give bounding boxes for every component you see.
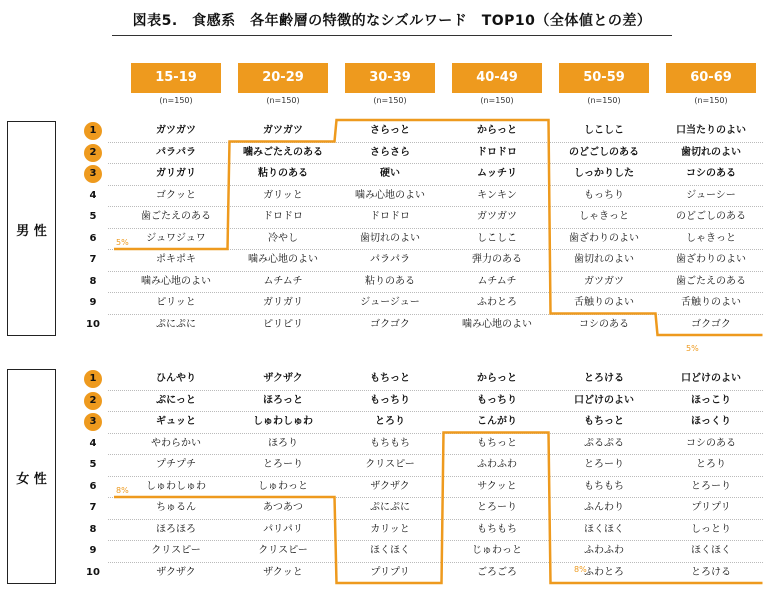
word-cell: やわらかい — [151, 437, 201, 449]
row-divider — [108, 562, 763, 563]
word-cell: ポキポキ — [156, 254, 196, 265]
group-label: 女 性 — [16, 471, 47, 487]
rank-badge: 1 — [84, 122, 102, 140]
word-cell: しゅわしゅわ — [253, 416, 313, 427]
row-divider — [108, 206, 763, 207]
column-sample-size: (n=150) — [480, 96, 514, 105]
word-cell: もっちり — [584, 189, 624, 201]
word-cell: ふわふわ — [477, 459, 517, 470]
word-cell: とろーり — [584, 459, 624, 470]
word-cell: サクッと — [477, 480, 517, 492]
word-cell: ぷるぷる — [584, 437, 624, 449]
word-cell: ムッチリ — [477, 168, 517, 179]
column-sample-size: (n=150) — [159, 96, 193, 105]
word-cell: しっかりした — [574, 168, 634, 179]
word-cell: もちもち — [370, 437, 410, 449]
word-cell: キンキン — [477, 189, 517, 201]
column-sample-size: (n=150) — [373, 96, 407, 105]
word-cell: 粘りのある — [365, 275, 415, 287]
word-cell: ガリガリ — [263, 297, 303, 308]
column-header-40-49: 40-49 — [452, 63, 542, 93]
title-underline — [112, 35, 672, 36]
word-cell: プリプリ — [370, 566, 410, 578]
row-divider — [108, 228, 763, 229]
word-cell: 粘りのある — [258, 168, 308, 179]
word-cell: もっちり — [370, 394, 410, 406]
word-cell: ほっこり — [691, 394, 731, 406]
word-cell: パラパラ — [156, 146, 196, 158]
word-cell: ジューシー — [686, 189, 736, 201]
word-cell: 口どけのよい — [574, 394, 634, 406]
word-cell: 舌触りのよい — [681, 297, 741, 308]
word-cell: 噛み心地のよい — [462, 318, 532, 330]
word-cell: もちっと — [477, 437, 517, 449]
rank-badge: 3 — [84, 413, 102, 431]
word-cell: ガツガツ — [584, 275, 624, 287]
rank-badge: 5 — [89, 211, 97, 222]
word-cell: 歯ざわりのよい — [569, 232, 639, 244]
word-cell: ザクザク — [263, 373, 303, 384]
word-cell: とろける — [584, 373, 624, 384]
word-cell: ガツガツ — [477, 211, 517, 222]
word-cell: もちっと — [584, 416, 624, 427]
word-cell: ぷにぷに — [370, 502, 410, 513]
word-cell: 歯切れのよい — [574, 254, 634, 265]
word-cell: からっと — [477, 125, 517, 136]
word-cell: コシのある — [579, 318, 629, 330]
word-cell: ザクザク — [370, 480, 410, 492]
row-divider — [108, 497, 763, 498]
row-divider — [108, 271, 763, 272]
word-cell: ちゅるん — [156, 502, 196, 513]
word-cell: ふわふわ — [584, 545, 624, 556]
threshold-label: 5% — [116, 238, 129, 247]
word-cell: ほくほく — [691, 545, 731, 556]
word-cell: ゴクゴク — [370, 318, 410, 330]
rank-badge: 10 — [86, 566, 100, 578]
rank-badge: 6 — [89, 232, 97, 244]
row-divider — [108, 454, 763, 455]
word-cell: パラパラ — [370, 254, 410, 265]
word-cell: ムチムチ — [263, 275, 303, 287]
word-cell: クリスピー — [258, 545, 308, 556]
column-header-50-59: 50-59 — [559, 63, 649, 93]
word-cell: あつあつ — [263, 502, 303, 513]
word-cell: ほくほく — [370, 545, 410, 556]
word-cell: 噛みごたえのある — [243, 146, 323, 158]
row-divider — [108, 292, 763, 293]
word-cell: カリッと — [370, 523, 410, 535]
word-cell: 噛み心地のよい — [355, 189, 425, 201]
word-cell: 歯切れのよい — [360, 232, 420, 244]
row-divider — [108, 142, 763, 143]
word-cell: とろーり — [691, 480, 731, 492]
rank-badge: 4 — [89, 189, 97, 201]
word-cell: しゃきっと — [579, 211, 629, 222]
word-cell: ふわとろ — [584, 566, 624, 578]
rank-badge: 5 — [89, 459, 97, 470]
word-cell: とろーり — [477, 502, 517, 513]
word-cell: しこしこ — [477, 232, 517, 244]
word-cell: さらっと — [370, 125, 410, 136]
group-box — [7, 369, 56, 584]
rank-badge: 7 — [89, 254, 97, 265]
word-cell: こんがり — [477, 416, 517, 427]
word-cell: ピリッと — [156, 297, 196, 308]
word-cell: さらさら — [370, 146, 410, 158]
word-cell: 口当たりのよい — [676, 125, 746, 136]
word-cell: ドロドロ — [477, 146, 517, 158]
word-cell: ムチムチ — [477, 275, 517, 287]
word-cell: ガリッと — [263, 189, 303, 201]
rank-badge: 9 — [89, 297, 97, 308]
word-cell: ザクッと — [263, 566, 303, 578]
word-cell: とろり — [696, 459, 726, 470]
threshold-label: 5% — [686, 344, 699, 353]
rank-badge: 8 — [89, 523, 97, 535]
word-cell: からっと — [477, 373, 517, 384]
row-divider — [108, 390, 763, 391]
word-cell: 弾力のある — [472, 254, 522, 265]
row-divider — [108, 433, 763, 434]
word-cell: ゴクッと — [156, 189, 196, 201]
word-cell: ぷにぷに — [156, 318, 196, 330]
word-cell: とろける — [691, 566, 731, 578]
row-divider — [108, 476, 763, 477]
group-label: 男 性 — [16, 223, 47, 239]
word-cell: 冷やし — [268, 232, 298, 244]
word-cell: とろり — [375, 416, 405, 427]
row-divider — [108, 411, 763, 412]
word-cell: ガツガツ — [156, 125, 196, 136]
word-cell: 口どけのよい — [681, 373, 741, 384]
word-cell: ギュッと — [156, 416, 196, 427]
row-divider — [108, 540, 763, 541]
word-cell: もちっと — [370, 373, 410, 384]
word-cell: もちもち — [584, 480, 624, 492]
rank-badge: 8 — [89, 275, 97, 287]
word-cell: 歯ざわりのよい — [676, 254, 746, 265]
word-cell: ひんやり — [156, 373, 196, 384]
word-cell: もちもち — [477, 523, 517, 535]
row-divider — [108, 163, 763, 164]
word-cell: ほろほろ — [156, 523, 196, 535]
word-cell: ふわとろ — [477, 297, 517, 308]
word-cell: クリスピー — [365, 459, 415, 470]
word-cell: プチプチ — [156, 459, 196, 470]
rank-badge: 3 — [84, 165, 102, 183]
word-cell: しゃきっと — [686, 232, 736, 244]
word-cell: ぷにっと — [156, 394, 196, 406]
word-cell: 歯切れのよい — [681, 146, 741, 158]
column-sample-size: (n=150) — [266, 96, 300, 105]
row-divider — [108, 249, 763, 250]
word-cell: ドロドロ — [370, 211, 410, 222]
word-cell: パリパリ — [263, 523, 303, 535]
word-cell: コシのある — [686, 437, 736, 449]
row-divider — [108, 185, 763, 186]
word-cell: ふんわり — [584, 502, 624, 513]
word-cell: プリプリ — [691, 502, 731, 513]
rank-badge: 4 — [89, 437, 97, 449]
word-cell: ピリピリ — [263, 318, 303, 330]
chart-title: 図表5. 食感系 各年齢層の特徴的なシズルワード TOP10（全体値との差） — [132, 13, 652, 29]
word-cell: ガリガリ — [156, 168, 196, 179]
word-cell: ほっくり — [691, 416, 731, 427]
word-cell: じゅわっと — [472, 545, 522, 556]
word-cell: 歯ごたえのある — [676, 275, 746, 287]
column-sample-size: (n=150) — [694, 96, 728, 105]
word-cell: ほくほく — [584, 523, 624, 535]
rank-badge: 1 — [84, 370, 102, 388]
word-cell: しゅわしゅわ — [146, 480, 206, 492]
word-cell: のどごしのある — [569, 146, 639, 158]
word-cell: ジュワジュワ — [146, 232, 206, 244]
row-divider — [108, 314, 763, 315]
threshold-label: 8% — [574, 564, 587, 574]
threshold-label: 8% — [116, 486, 129, 495]
rank-badge: 2 — [84, 392, 102, 410]
word-cell: 噛み心地のよい — [141, 275, 211, 287]
word-cell: 舌触りのよい — [574, 297, 634, 308]
word-cell: ゴクゴク — [691, 318, 731, 330]
rank-badge: 10 — [86, 318, 100, 330]
word-cell: とろーり — [263, 459, 303, 470]
rank-badge: 9 — [89, 545, 97, 556]
word-cell: ガツガツ — [263, 125, 303, 136]
column-header-30-39: 30-39 — [345, 63, 435, 93]
word-cell: もっちり — [477, 394, 517, 406]
column-header-15-19: 15-19 — [131, 63, 221, 93]
word-cell: ほろり — [268, 437, 298, 449]
word-cell: ジュージュー — [360, 297, 420, 308]
word-cell: 硬い — [380, 168, 400, 179]
word-cell: しこしこ — [584, 125, 624, 136]
word-cell: ドロドロ — [263, 211, 303, 222]
rank-badge: 2 — [84, 144, 102, 162]
rank-badge: 7 — [89, 502, 97, 513]
row-divider — [108, 519, 763, 520]
word-cell: のどごしのある — [676, 211, 746, 222]
column-header-60-69: 60-69 — [666, 63, 756, 93]
word-cell: 噛み心地のよい — [248, 254, 318, 265]
word-cell: ほろっと — [263, 394, 303, 406]
group-box — [7, 121, 56, 336]
word-cell: 歯ごたえのある — [141, 211, 211, 222]
column-sample-size: (n=150) — [587, 96, 621, 105]
word-cell: しゅわっと — [258, 480, 308, 492]
word-cell: ザクザク — [156, 566, 196, 578]
word-cell: ごろごろ — [477, 566, 517, 578]
word-cell: コシのある — [686, 168, 736, 179]
word-cell: クリスピー — [151, 545, 201, 556]
word-cell: しっとり — [691, 523, 731, 535]
rank-badge: 6 — [89, 480, 97, 492]
column-header-20-29: 20-29 — [238, 63, 328, 93]
